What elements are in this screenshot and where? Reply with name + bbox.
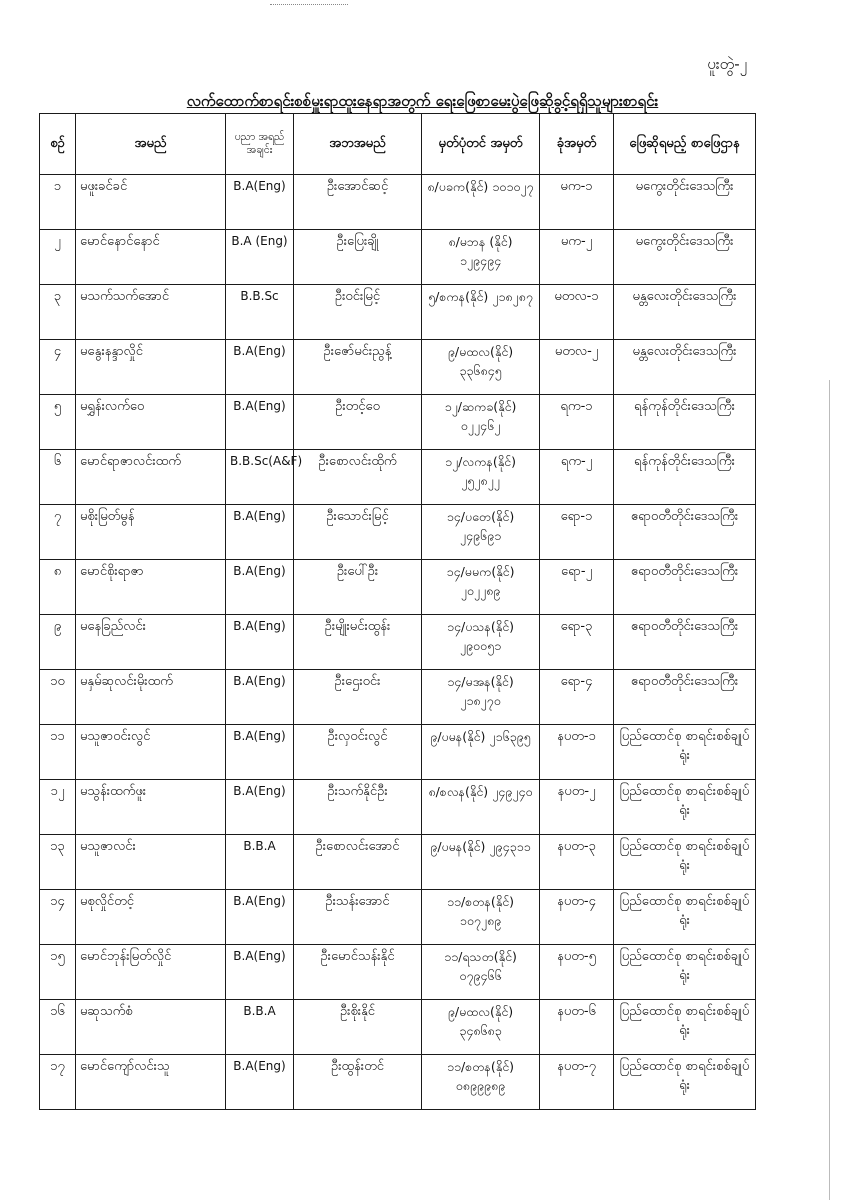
cell-name: မောင်စိုးရာဇာ [76,560,226,615]
cell-qualification: B.A(Eng) [226,670,294,725]
cell-name: မသူဇာလင်း [76,835,226,890]
cell-center: ပြည်ထောင်စု စာရင်းစစ်ချုပ်ရုံး [614,780,756,835]
cell-father: ဦးမျိုးမင်းထွန်း [294,615,422,670]
cell-no: ၇ [40,505,76,560]
cell-roll: နပတ-၄ [540,890,614,945]
table-row [40,505,756,560]
col-header-no: စဉ် [40,114,76,175]
cell-roll: နပတ-၁ [540,725,614,780]
cell-name: မစိုးမြတ်မွန် [76,505,226,560]
cell-nrc: ၉/မထလ(နိုင်) ၃၄၈၆၈၃ [422,1000,540,1055]
cell-father: ဦးဌေးဝင်း [294,670,422,725]
table-row [40,615,756,670]
cell-qualification: B.B.A [226,1000,294,1055]
cell-nrc: ၁၁/စတန(နိုင်) ၁၀၇၂၈၉ [422,890,540,945]
cell-nrc: ၁၄/ပသန(နိုင်) ၂၉၀၀၅၁ [422,615,540,670]
cell-center: ဧရာဝတီတိုင်းဒေသကြီး [614,505,756,560]
cell-roll: နပတ-၆ [540,1000,614,1055]
cell-no: ၁၄ [40,890,76,945]
col-header-nrc: မှတ်ပုံတင် အမှတ် [422,114,540,175]
cell-nrc: ၁၄/မအန(နိုင်) ၂၁၈၂၇၀ [422,670,540,725]
cell-qualification: B.A(Eng) [226,175,294,230]
table-row [40,1055,756,1110]
cell-roll: ရော-၁ [540,505,614,560]
cell-father: ဦးပေါ်ဦး [294,560,422,615]
cell-father: ဦးသောင်းမြင့် [294,505,422,560]
table-row [40,285,756,340]
cell-qualification: B.A(Eng) [226,890,294,945]
cell-roll: မတလ-၁ [540,285,614,340]
cell-name: မဆုသက်စံ [76,1000,226,1055]
cell-no: ၅ [40,395,76,450]
cell-center: မကွေးတိုင်းဒေသကြီး [614,175,756,230]
cell-roll: ရော-၂ [540,560,614,615]
cell-name: မောင်ရာဇာလင်းထက် [76,450,226,505]
cell-center: ပြည်ထောင်စု စာရင်းစစ်ချုပ်ရုံး [614,890,756,945]
cell-name: မောင်ဘုန်းမြတ်လှိုင် [76,945,226,1000]
cell-qualification: B.A(Eng) [226,780,294,835]
cell-center: မကွေးတိုင်းဒေသကြီး [614,230,756,285]
cell-qualification: B.A(Eng) [226,945,294,1000]
cell-nrc: ၉/ပမန(နိုင်) ၂၉၄၃၁၁ [422,835,540,890]
cell-name: မဖူးခင်ခင် [76,175,226,230]
cell-father: ဦးဝင်းမြင့် [294,285,422,340]
table-row [40,560,756,615]
cell-qualification: B.A(Eng) [226,340,294,395]
cell-nrc: ၈/ပခက(နိုင်) ၁၀၁၀၂၇ [422,175,540,230]
cell-nrc: ၁၁/ရသတ(နိုင်) ၀၇၉၄၆၆ [422,945,540,1000]
table-row [40,230,756,285]
cell-father: ဦးအောင်ဆင့် [294,175,422,230]
col-header-roll: ခုံအမှတ် [540,114,614,175]
cell-no: ၁၆ [40,1000,76,1055]
cell-no: ၉ [40,615,76,670]
table-row [40,725,756,780]
cell-center: မန္တလေးတိုင်းဒေသကြီး [614,285,756,340]
cell-roll: မက-၁ [540,175,614,230]
cell-name: မနှမ်ဆုလင်းမိုးထက် [76,670,226,725]
annex-label: ပူးတွဲ-၂ [707,55,747,73]
cell-no: ၂ [40,230,76,285]
cell-roll: နပတ-၃ [540,835,614,890]
cell-qualification: B.A (Eng) [226,230,294,285]
cell-roll: မက-၂ [540,230,614,285]
cell-qualification: B.A(Eng) [226,560,294,615]
cell-nrc: ၁၄/မမက(နိုင်) ၂၀၂၂၈၉ [422,560,540,615]
cell-father: ဦးပြေးချို [294,230,422,285]
cell-father: ဦးဇော်မင်းညွန့် [294,340,422,395]
cell-nrc: ၉/မထလ(နိုင်) ၃၃၆၈၄၅ [422,340,540,395]
cell-father: ဦးသန်းအောင် [294,890,422,945]
page-title: လက်ထောက်စာရင်းစစ်မှူးရာထူးနေရာအတွက် ရေးဖြေစာမေးပွဲဖြေဆိုခွင့်ရရှိသူများစာရင်း [186,92,659,110]
table-row [40,450,756,505]
cell-no: ၄ [40,340,76,395]
cell-nrc: ၉/ပမန(နိုင်) ၂၁၆၃၉၅ [422,725,540,780]
col-header-name: အမည် [76,114,226,175]
col-header-qualification: ပညာ အရည် အချင်း [226,114,294,175]
cell-roll: ရက-၂ [540,450,614,505]
cell-name: မောင်ကျော်လင်းသူ [76,1055,226,1110]
cell-center: ပြည်ထောင်စု စာရင်းစစ်ချုပ်ရုံး [614,1000,756,1055]
cell-center: မန္တလေးတိုင်းဒေသကြီး [614,340,756,395]
cell-center: ပြည်ထောင်စု စာရင်းစစ်ချုပ်ရုံး [614,725,756,780]
cell-nrc: ၅/စကန(နိုင်) ၂၁၈၂၈၇ [422,285,540,340]
table-row [40,890,756,945]
cell-father: ဦးလှဝင်းလွင် [294,725,422,780]
table-header-row [40,114,756,175]
cell-no: ၁ [40,175,76,230]
cell-no: ၁၇ [40,1055,76,1110]
scan-mark [270,4,348,8]
col-header-center: ဖြေဆိုရမည့် စာဖြေဌာန [614,114,756,175]
cell-father: ဦးစောလင်းအောင် [294,835,422,890]
cell-roll: နပတ-၂ [540,780,614,835]
cell-roll: မတလ-၂ [540,340,614,395]
cell-center: ရန်ကုန်တိုင်းဒေသကြီး [614,395,756,450]
table-row [40,1000,756,1055]
table-row [40,395,756,450]
col-header-father: အဘအမည် [294,114,422,175]
cell-roll: နပတ-၅ [540,945,614,1000]
cell-qualification: B.A(Eng) [226,725,294,780]
cell-name: မနေခြည်လင်း [76,615,226,670]
cell-father: ဦးသက်နိုင်ဦး [294,780,422,835]
cell-name: မနွေးနန္ဒာလှိုင် [76,340,226,395]
cell-center: ဧရာဝတီတိုင်းဒေသကြီး [614,560,756,615]
cell-father: ဦးထွန်းတင် [294,1055,422,1110]
cell-name: မရွှန်းလက်ဝေ [76,395,226,450]
cell-father: ဦးတင့်ဝေ [294,395,422,450]
cell-nrc: ၁၄/ပတေ(နိုင်) ၂၄၉၆၉၁ [422,505,540,560]
scan-edge-line [829,380,830,1200]
cell-qualification: B.B.A [226,835,294,890]
cell-center: ဧရာဝတီတိုင်းဒေသကြီး [614,615,756,670]
cell-nrc: ၈/စလန(နိုင်) ၂၄၉၂၄၀ [422,780,540,835]
cell-center: ပြည်ထောင်စု စာရင်းစစ်ချုပ်ရုံး [614,945,756,1000]
table-row [40,340,756,395]
cell-name: မသူဇာဝင်းလွင် [76,725,226,780]
cell-roll: ရက-၁ [540,395,614,450]
table-row [40,670,756,725]
cell-nrc: ၁၁/စတန(နိုင်) ၀၈၉၉၉၈၉ [422,1055,540,1110]
cell-no: ၆ [40,450,76,505]
table-row [40,780,756,835]
cell-no: ၁၁ [40,725,76,780]
cell-no: ၁၀ [40,670,76,725]
candidate-table [39,113,756,1110]
cell-qualification: B.B.Sc [226,285,294,340]
cell-nrc: ၈/မဘန (နိုင်) ၁၂၉၄၉၄ [422,230,540,285]
cell-name: မောင်နောင်နောင် [76,230,226,285]
cell-name: မသက်သက်အောင် [76,285,226,340]
cell-center: ပြည်ထောင်စု စာရင်းစစ်ချုပ်ရုံး [614,1055,756,1110]
table-row [40,175,756,230]
cell-roll: ရော-၃ [540,615,614,670]
cell-roll: နပတ-၇ [540,1055,614,1110]
cell-father: ဦးမောင်သန်းနိုင် [294,945,422,1000]
cell-center: ပြည်ထောင်စု စာရင်းစစ်ချုပ်ရုံး [614,835,756,890]
cell-qualification: B.A(Eng) [226,395,294,450]
cell-no: ၁၅ [40,945,76,1000]
cell-father: ဦးစောလင်းထိုက် [294,450,422,505]
cell-no: ၃ [40,285,76,340]
cell-no: ၁၃ [40,835,76,890]
cell-qualification: B.A(Eng) [226,1055,294,1110]
cell-no: ၁၂ [40,780,76,835]
cell-nrc: ၁၂/ဆကခ(နိုင်) ၀၂၂၄၆၂ [422,395,540,450]
cell-nrc: ၁၂/လကန(နိုင်) ၂၅၂၈၂၂ [422,450,540,505]
cell-father: ဦးစိုးနိုင် [294,1000,422,1055]
cell-qualification: B.B.Sc(A&F) [226,450,294,505]
cell-name: မစုလှိုင်တင့် [76,890,226,945]
table-row [40,835,756,890]
cell-center: ဧရာဝတီတိုင်းဒေသကြီး [614,670,756,725]
cell-qualification: B.A(Eng) [226,615,294,670]
cell-qualification: B.A(Eng) [226,505,294,560]
table-row [40,945,756,1000]
cell-name: မသွန်းထက်ဖူး [76,780,226,835]
cell-roll: ရော-၄ [540,670,614,725]
cell-no: ၈ [40,560,76,615]
cell-center: ရန်ကုန်တိုင်းဒေသကြီး [614,450,756,505]
